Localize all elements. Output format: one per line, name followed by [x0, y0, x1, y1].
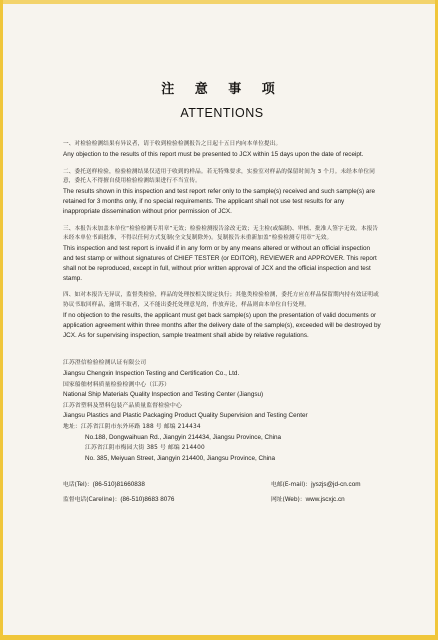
address-2-english: No. 385, Meiyuan Street, Jiangyin 214400, Jiangsu Province, China — [85, 454, 276, 462]
address-1-chinese: 地址：江苏省江阴市东外环路 188 号 邮编 214434 — [63, 423, 201, 430]
org-name-2-chinese: 国家船舶材料质量检验检测中心（江苏） — [63, 381, 171, 388]
attention-item-4-chinese: 四、如对本报告无异议，监督类检验，样品的处理按相关规定执行；其他类检验检测，委托方应在样品保留期内持有效证明或协议书取回样品，逾期不取者，又不能出委托处理意见的，作放弃论，样品则由本单位自行处理。 — [63, 292, 379, 309]
attention-item-1-english: Any objection to the results of this report must be presented to JCX within 15 days upon the date of receipt. — [63, 150, 364, 158]
attention-item-3-english: This inspection and test report is invalid if in any form or by any means altered or without an official inspection and test stamp or without signatures of CHIEF TESTER (or EDITOR), REVIEWER and APPROVER. This report shall not be reproduced, except in full, without prior written approval of JCX and the official inspection and test stamp. — [63, 245, 377, 282]
page-title-chinese: 注 意 事 项 — [161, 82, 283, 97]
attention-item-2-chinese: 二、委托送样检验，检验检测结果仅适用于收到的样品。若无特殊要求，实验室对样品的保留时间为 3 个月。未经本单位同意，委托人不得擅自使用检验检测结果进行不当宣传。 — [63, 168, 375, 185]
organization-info — [63, 358, 381, 464]
email-entry — [271, 476, 381, 491]
page-bottom-edge — [3, 635, 435, 640]
contact-info — [63, 476, 381, 506]
web-value: www.jscxjc.cn — [305, 496, 345, 504]
address-1-english: No.188, Dongwaihuan Rd., Jiangyin 214434, Jiangsu Province, China — [85, 433, 282, 441]
address-2-chinese: 江苏省江阴市梅园大街 385 号 邮编 214400 — [85, 445, 205, 452]
web-entry — [271, 491, 381, 506]
page-top-edge — [3, 0, 435, 4]
page-title-english: ATTENTIONS — [180, 106, 264, 120]
attention-item-1 — [63, 140, 381, 160]
attention-item-3-chinese: 三、本报告未加盖本单位“检验检测专用章”无效；检验检测报告涂改无效；无主检(或编制)、审核、批准人签字无效。本报告未经本单位书面批准，不得以任何方式复制(全文复制除外)。复制报告未重新加盖“检验检测专用章”无效。 — [63, 225, 379, 242]
phone-value: (86-510)81660838 — [92, 481, 145, 489]
org-name-1-chinese: 江苏澄信检验检测认证有限公司 — [63, 360, 147, 367]
attention-item-4-english: If no objection to the results, the applicant must get back sample(s) upon the presentation of valid documents or application agreement within three months after the delivery date of the sample(s), exceeded will be destroyed by JCX. As for supervising inspection, sample treatment shall abide by relative regulations. — [63, 311, 381, 339]
phone-entry — [63, 476, 145, 491]
document-body — [63, 78, 381, 506]
web-label: 网址(Web)： — [271, 497, 306, 504]
careline-entry — [63, 491, 174, 506]
org-name-3-chinese: 江苏省塑料及塑料包装产品质量监督检验中心 — [63, 402, 182, 409]
email-label: 电邮(E-mail)： — [271, 482, 312, 489]
org-name-1-english: Jiangsu Chengxin Inspection Testing and Certification Co., Ltd. — [63, 369, 240, 377]
attention-item-1-chinese: 一、对检验检测结果有异议者，请于收到检验检测报告之日起十五日内向本单位提出。 — [63, 141, 282, 147]
careline-label: 监督电话(Careline)： — [63, 497, 121, 504]
email-value: jyszjs@jd-cn.com — [311, 481, 361, 489]
org-name-2-english: National Ship Materials Quality Inspection and Testing Center (Jiangsu) — [63, 391, 264, 399]
attention-item-4 — [63, 291, 381, 340]
attention-item-2-english: The results shown in this inspection and test report refer only to the sample(s) received and such sample(s) are retained for 3 months only, if no special requirements. The applicant shall not use test results for any inappropriate dissemination without prior permission of JCX. — [63, 188, 376, 215]
contact-row-1 — [63, 476, 381, 491]
attention-item-3 — [63, 225, 381, 284]
phone-label: 电话(Tel)： — [63, 482, 93, 489]
org-name-3-english: Jiangsu Plastics and Plastic Packaging Product Quality Supervision and Testing Center — [63, 412, 308, 420]
attention-item-2 — [63, 168, 381, 217]
contact-row-2 — [63, 491, 381, 506]
careline-value: (86-510)8683 8076 — [120, 496, 175, 504]
